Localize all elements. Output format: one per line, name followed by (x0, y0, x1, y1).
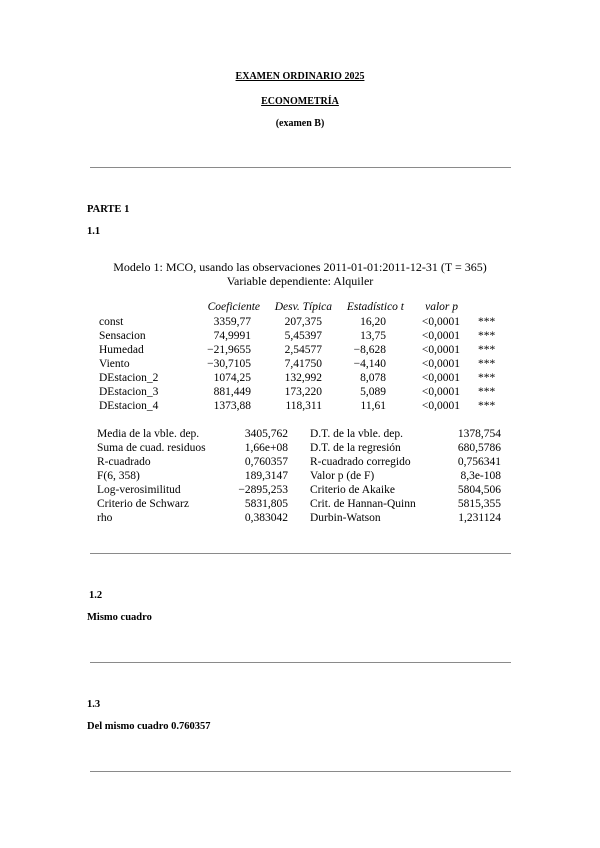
variable-name: Humedad (99, 344, 144, 356)
variable-name: DEstacion_4 (99, 400, 159, 412)
std-error-value: 132,992 (284, 372, 322, 384)
p-value: <0,0001 (421, 358, 460, 370)
significance-stars: *** (478, 372, 496, 384)
stat-value-left: −2895,253 (238, 484, 288, 496)
coefficient-value: −21,9655 (207, 344, 251, 356)
significance-stars: *** (478, 400, 496, 412)
stat-label-left: R-cuadrado (97, 456, 151, 468)
stat-value-left: 1,66e+08 (244, 442, 288, 454)
stat-label-right: D.T. de la regresión (310, 442, 401, 454)
stat-label-right: Crit. de Hannan-Quinn (310, 498, 416, 510)
coefficient-row (0, 399, 600, 413)
stat-label-left: rho (97, 512, 113, 524)
stat-value-left: 3405,762 (244, 428, 288, 440)
coefficient-value: 3359,77 (213, 316, 251, 328)
part-title: PARTE 1 (87, 204, 130, 215)
stat-label-right: D.T. de la vble. dep. (310, 428, 404, 440)
section-1-2-answer: Mismo cuadro (87, 612, 152, 623)
stat-value-right: 1,231124 (458, 512, 501, 524)
p-value: <0,0001 (421, 400, 460, 412)
stat-label-left: F(6, 358) (97, 470, 140, 482)
stats-row (0, 511, 600, 525)
p-value: <0,0001 (421, 372, 460, 384)
stat-value-right: 1378,754 (457, 428, 501, 440)
divider-3 (90, 662, 511, 663)
stats-table (0, 427, 600, 525)
divider-1 (90, 167, 511, 168)
stat-label-left: Criterio de Schwarz (97, 498, 189, 510)
coefficient-row (0, 329, 600, 343)
coefficient-value: 881,449 (213, 386, 251, 398)
col-header-se: Desv. Típica (274, 301, 332, 313)
section-1-3-number: 1.3 (87, 699, 101, 710)
stats-row (0, 497, 600, 511)
coefficient-row (0, 357, 600, 371)
coefficient-value: 1373,88 (213, 400, 251, 412)
variable-name: DEstacion_3 (99, 386, 159, 398)
coefficient-row (0, 315, 600, 329)
model-dependent: Variable dependiente: Alquiler (226, 274, 374, 288)
stat-value-left: 5831,805 (244, 498, 288, 510)
std-error-value: 118,311 (285, 400, 322, 412)
coefficient-value: 1074,25 (213, 372, 251, 384)
std-error-value: 5,45397 (284, 330, 322, 342)
divider-2 (90, 553, 511, 554)
coefficient-row (0, 385, 600, 399)
std-error-value: 173,220 (284, 386, 322, 398)
divider-4 (90, 771, 511, 772)
p-value: <0,0001 (421, 386, 460, 398)
section-1-1-number: 1.1 (87, 226, 101, 237)
stat-value-right: 0,756341 (457, 456, 501, 468)
exam-version: (examen B) (275, 118, 325, 129)
stat-value-right: 5815,355 (457, 498, 501, 510)
t-stat-value: 13,75 (360, 330, 386, 342)
coefficient-row (0, 343, 600, 357)
t-stat-value: −8,628 (353, 344, 386, 356)
model-title: Modelo 1: MCO, usando las observaciones 2011-01-01:2011-12-31 (T = 365) (113, 260, 487, 274)
col-header-coef: Coeficiente (207, 301, 260, 313)
subject-title: ECONOMETRÍA (261, 96, 339, 107)
stat-label-left: Media de la vble. dep. (97, 428, 200, 440)
variable-name: Sensacion (99, 330, 146, 342)
t-stat-value: −4,140 (353, 358, 386, 370)
stats-row (0, 483, 600, 497)
stat-label-right: Valor p (de F) (310, 470, 375, 482)
t-stat-value: 5,089 (360, 386, 386, 398)
stat-value-left: 0,760357 (244, 456, 288, 468)
section-1-2-number: 1.2 (89, 590, 103, 601)
p-value: <0,0001 (421, 316, 460, 328)
coefficient-row (0, 371, 600, 385)
stats-row (0, 455, 600, 469)
std-error-value: 2,54577 (284, 344, 322, 356)
coefficient-table (0, 300, 600, 413)
stat-value-left: 0,383042 (244, 512, 288, 524)
coefficient-table-header (0, 300, 600, 315)
stats-row (0, 441, 600, 455)
variable-name: Viento (99, 358, 130, 370)
stat-label-right: Durbin-Watson (310, 512, 381, 524)
p-value: <0,0001 (421, 330, 460, 342)
col-header-p: valor p (425, 301, 458, 313)
significance-stars: *** (478, 330, 496, 342)
section-1-3-answer: Del mismo cuadro 0.760357 (87, 721, 211, 732)
coefficient-value: −30,7105 (207, 358, 251, 370)
col-header-t: Estadístico t (346, 301, 404, 313)
std-error-value: 7,41750 (284, 358, 322, 370)
variable-name: DEstacion_2 (99, 372, 159, 384)
stats-row (0, 469, 600, 483)
coefficient-value: 74,9991 (213, 330, 251, 342)
stat-label-right: Criterio de Akaike (310, 484, 395, 496)
stats-row (0, 427, 600, 441)
significance-stars: *** (478, 316, 496, 328)
p-value: <0,0001 (421, 344, 460, 356)
stat-label-left: Suma de cuad. residuos (97, 442, 206, 454)
std-error-value: 207,375 (284, 316, 322, 328)
significance-stars: *** (478, 386, 496, 398)
stat-value-right: 8,3e-108 (460, 470, 501, 482)
stat-value-right: 680,5786 (457, 442, 501, 454)
t-stat-value: 16,20 (360, 316, 386, 328)
significance-stars: *** (478, 358, 496, 370)
stat-value-left: 189,3147 (244, 470, 288, 482)
stat-label-left: Log-verosimilitud (97, 484, 181, 496)
t-stat-value: 11,61 (360, 400, 386, 412)
variable-name: const (99, 316, 124, 328)
stat-value-right: 5804,506 (457, 484, 501, 496)
exam-title: EXAMEN ORDINARIO 2025 (235, 71, 365, 82)
significance-stars: *** (478, 344, 496, 356)
t-stat-value: 8,078 (360, 372, 386, 384)
stat-label-right: R-cuadrado corregido (310, 456, 411, 468)
